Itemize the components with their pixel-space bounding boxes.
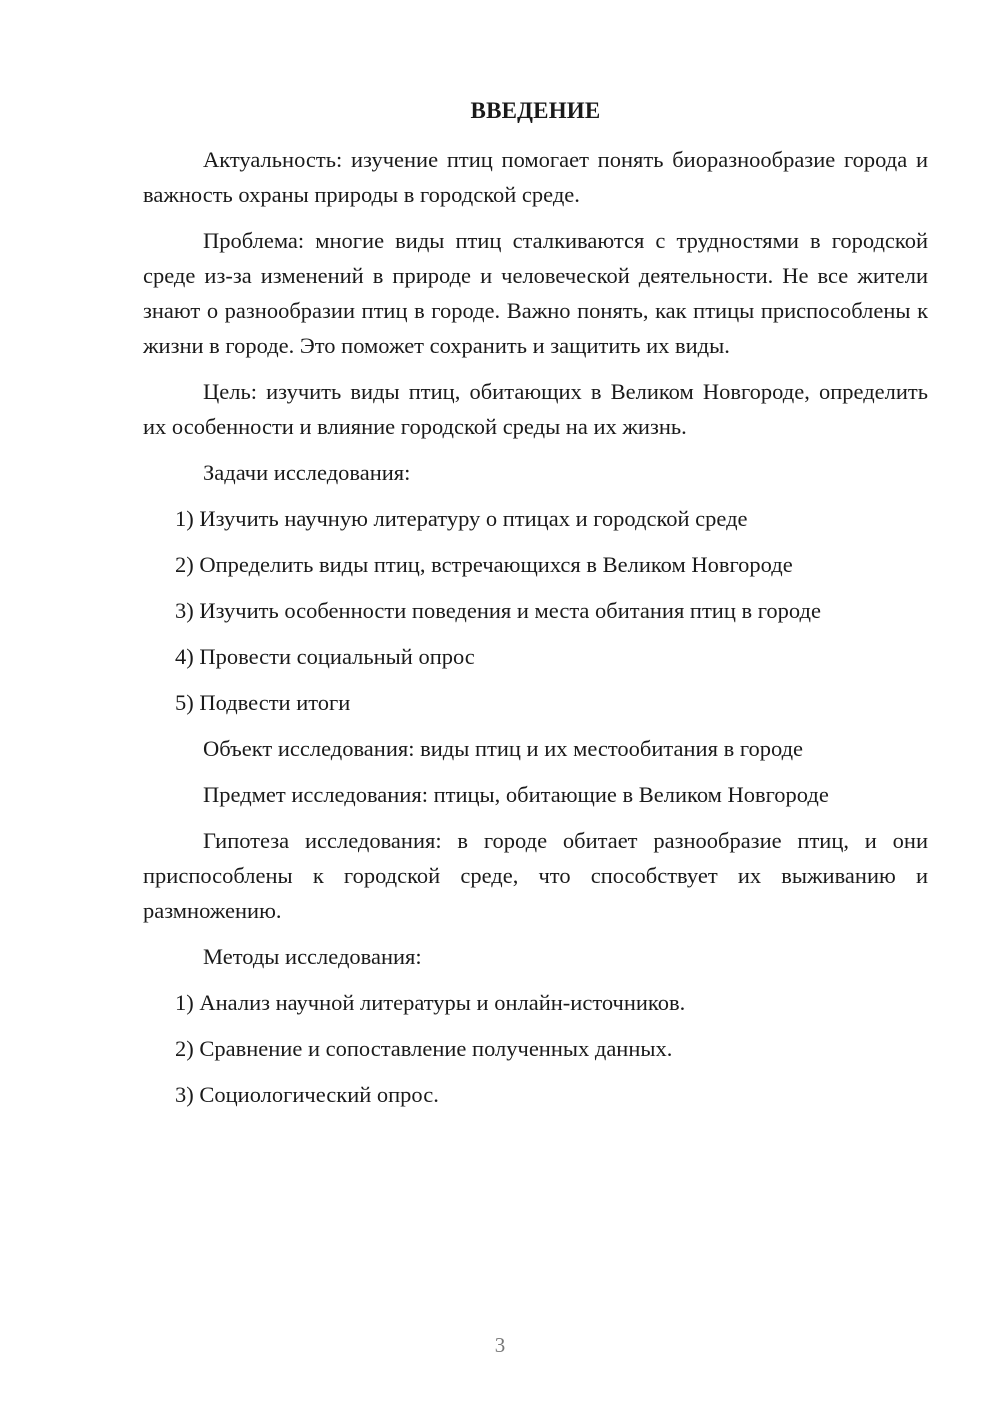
problem-paragraph: Проблема: многие виды птиц сталкиваются с трудностями в городской среде из-за изменений в природе и человеческой деятельности. Не все жители знают о разнообразии птиц в городе. Важно понять, как птицы приспособлены к жизни в городе. Это поможет сохранить и защитить их виды. [143, 228, 928, 358]
method-item: 3) Социологический опрос. [175, 1082, 439, 1107]
object-line: Объект исследования: виды птиц и их местообитания в городе [203, 736, 804, 761]
task-item: 2) Определить виды птиц, встречающихся в Великом Новгороде [175, 552, 793, 577]
task-item: 5) Подвести итоги [175, 690, 351, 715]
hypothesis-paragraph: Гипотеза исследования: в городе обитает разнообразие птиц, и они приспособлены к городской среде, что способствует их выживанию и размножению. [143, 828, 928, 923]
tasks-list [143, 501, 928, 720]
methods-label: Методы исследования: [203, 944, 422, 969]
task-item: 1) Изучить научную литературу о птицах и городской среде [175, 506, 748, 531]
document-body [143, 142, 928, 1123]
task-item: 4) Провести социальный опрос [175, 644, 475, 669]
relevance-paragraph: Актуальность: изучение птиц помогает понять биоразнообразие города и важность охраны природы в городской среде. [143, 147, 928, 207]
goal-paragraph: Цель: изучить виды птиц, обитающих в Великом Новгороде, определить их особенности и влияние городской среды на их жизнь. [143, 379, 928, 439]
methods-list [143, 985, 928, 1112]
method-item: 1) Анализ научной литературы и онлайн-источников. [175, 990, 686, 1015]
tasks-label: Задачи исследования: [203, 460, 411, 485]
section-heading: ВВЕДЕНИЕ [470, 98, 601, 123]
subject-line: Предмет исследования: птицы, обитающие в Великом Новгороде [203, 782, 829, 807]
method-item: 2) Сравнение и сопоставление полученных данных. [175, 1036, 673, 1061]
page-number: 3 [494, 1333, 506, 1357]
task-item: 3) Изучить особенности поведения и места обитания птиц в городе [175, 598, 821, 623]
